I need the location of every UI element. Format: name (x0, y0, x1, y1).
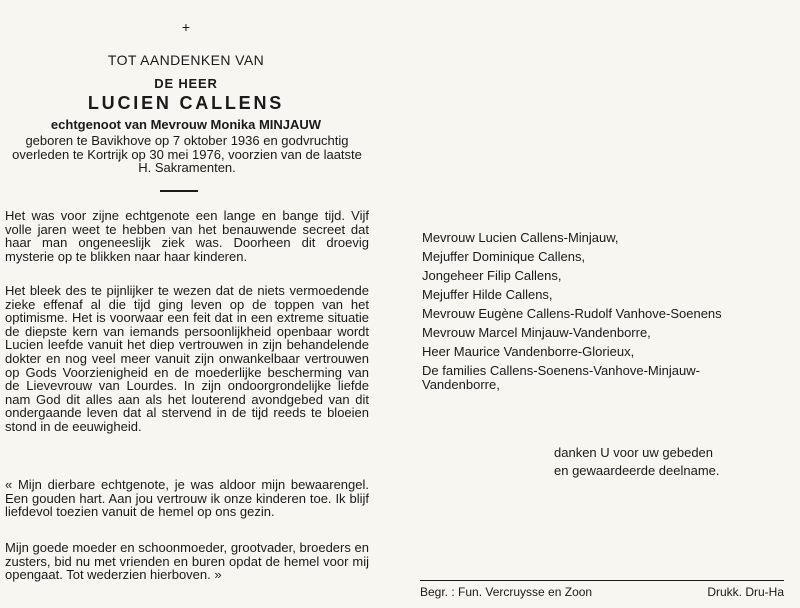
mourner-line: Heer Maurice Vandenborre-Glorieux, (422, 344, 635, 359)
paragraph-3: « Mijn dierbare echtgenote, je was aldoor mijn bewaarengel. Een gouden hart. Aan jou vertrouw ik onze kinderen toe. Ik blijf liefdevol toezien vanuit de hemel op ons gezin. (5, 477, 369, 520)
families-line: De families Callens-Soenens-Vanhove-Minjauw-Vandenborre, (422, 363, 700, 392)
footer (420, 585, 784, 599)
divider (160, 190, 198, 192)
thanks-text (554, 444, 720, 480)
printer-credit: Drukk. Dru-Ha (707, 585, 784, 599)
mourner-line: Mevrouw Lucien Callens-Minjauw, (422, 230, 619, 245)
thanks-line-2: en gewaardeerde deelname. (554, 463, 720, 478)
thanks-line-1: danken U voor uw gebeden (554, 445, 714, 460)
footer-rule (420, 580, 784, 581)
deceased-name: LUCIEN CALLENS (87, 93, 285, 113)
paragraph-1: Het was voor zijne echtgenote een lange en bange tijd. Vijf volle jaren weet te hebben van het benauwende secreet dat haar man ongeneeslijk ziek was. Doorheen dit droevig mysterie op te blikken naar haar kinderen. (5, 208, 369, 264)
mourner-line: Mejuffer Hilde Callens, (422, 287, 553, 302)
in-memory-heading: TOT AANDENKEN VAN (107, 52, 265, 68)
mourner-line: Mevrouw Eugène Callens-Rudolf Vanhove-Soenens (422, 306, 722, 321)
paragraph-2: Het bleek des te pijnlijker te wezen dat de niets vermoedende zieke effenaf al die tijd ging leven op de toppen van het optimisme. Het is voorwaar een feit dat in een extreme situatie de diepste kern van iemands persoonlijkheid openbaar wordt Lucien leefde vanuit het diep vertrouwen in zijn behandelende dokter en nog veel meer vanuit zijn onwankelbaar vertrouwen op Gods Voorzienigheid en de moederlijke bescherming van de Lievevrouw van Lourdes. In zijn ondoorgrondelijke liefde nam God dit alles aan als het louterend avondgebed van dit ondergaande leven dat al stervend in de tijd reeds te bloeien stond in de eeuwigheid. (5, 283, 369, 434)
mourner-line: Jongeheer Filip Callens, (422, 268, 562, 283)
cross-symbol: + (181, 19, 191, 35)
mourners-list (422, 228, 782, 391)
mourner-line: Mejuffer Dominique Callens, (422, 249, 586, 264)
undertaker-credit: Begr. : Fun. Vercruysse en Zoon (420, 585, 593, 599)
title-de-heer: DE HEER (154, 76, 218, 91)
mourner-line: Mevrouw Marcel Minjauw-Vandenborre, (422, 325, 651, 340)
spouse-line: echtgenoot van Mevrouw Monika MINJAUW (50, 117, 322, 132)
birth-death-text: geboren te Bavikhove op 7 oktober 1936 en godvruchtig overleden te Kortrijk op 30 mei 1976, voorzien van de laatste H. Sakramenten. (12, 133, 362, 175)
paragraph-4: Mijn goede moeder en schoonmoeder, grootvader, broeders en zusters, bid nu met vrienden en buren opdat de hemel voor mij opengaat. Tot wederzien hierboven. » (5, 540, 369, 583)
